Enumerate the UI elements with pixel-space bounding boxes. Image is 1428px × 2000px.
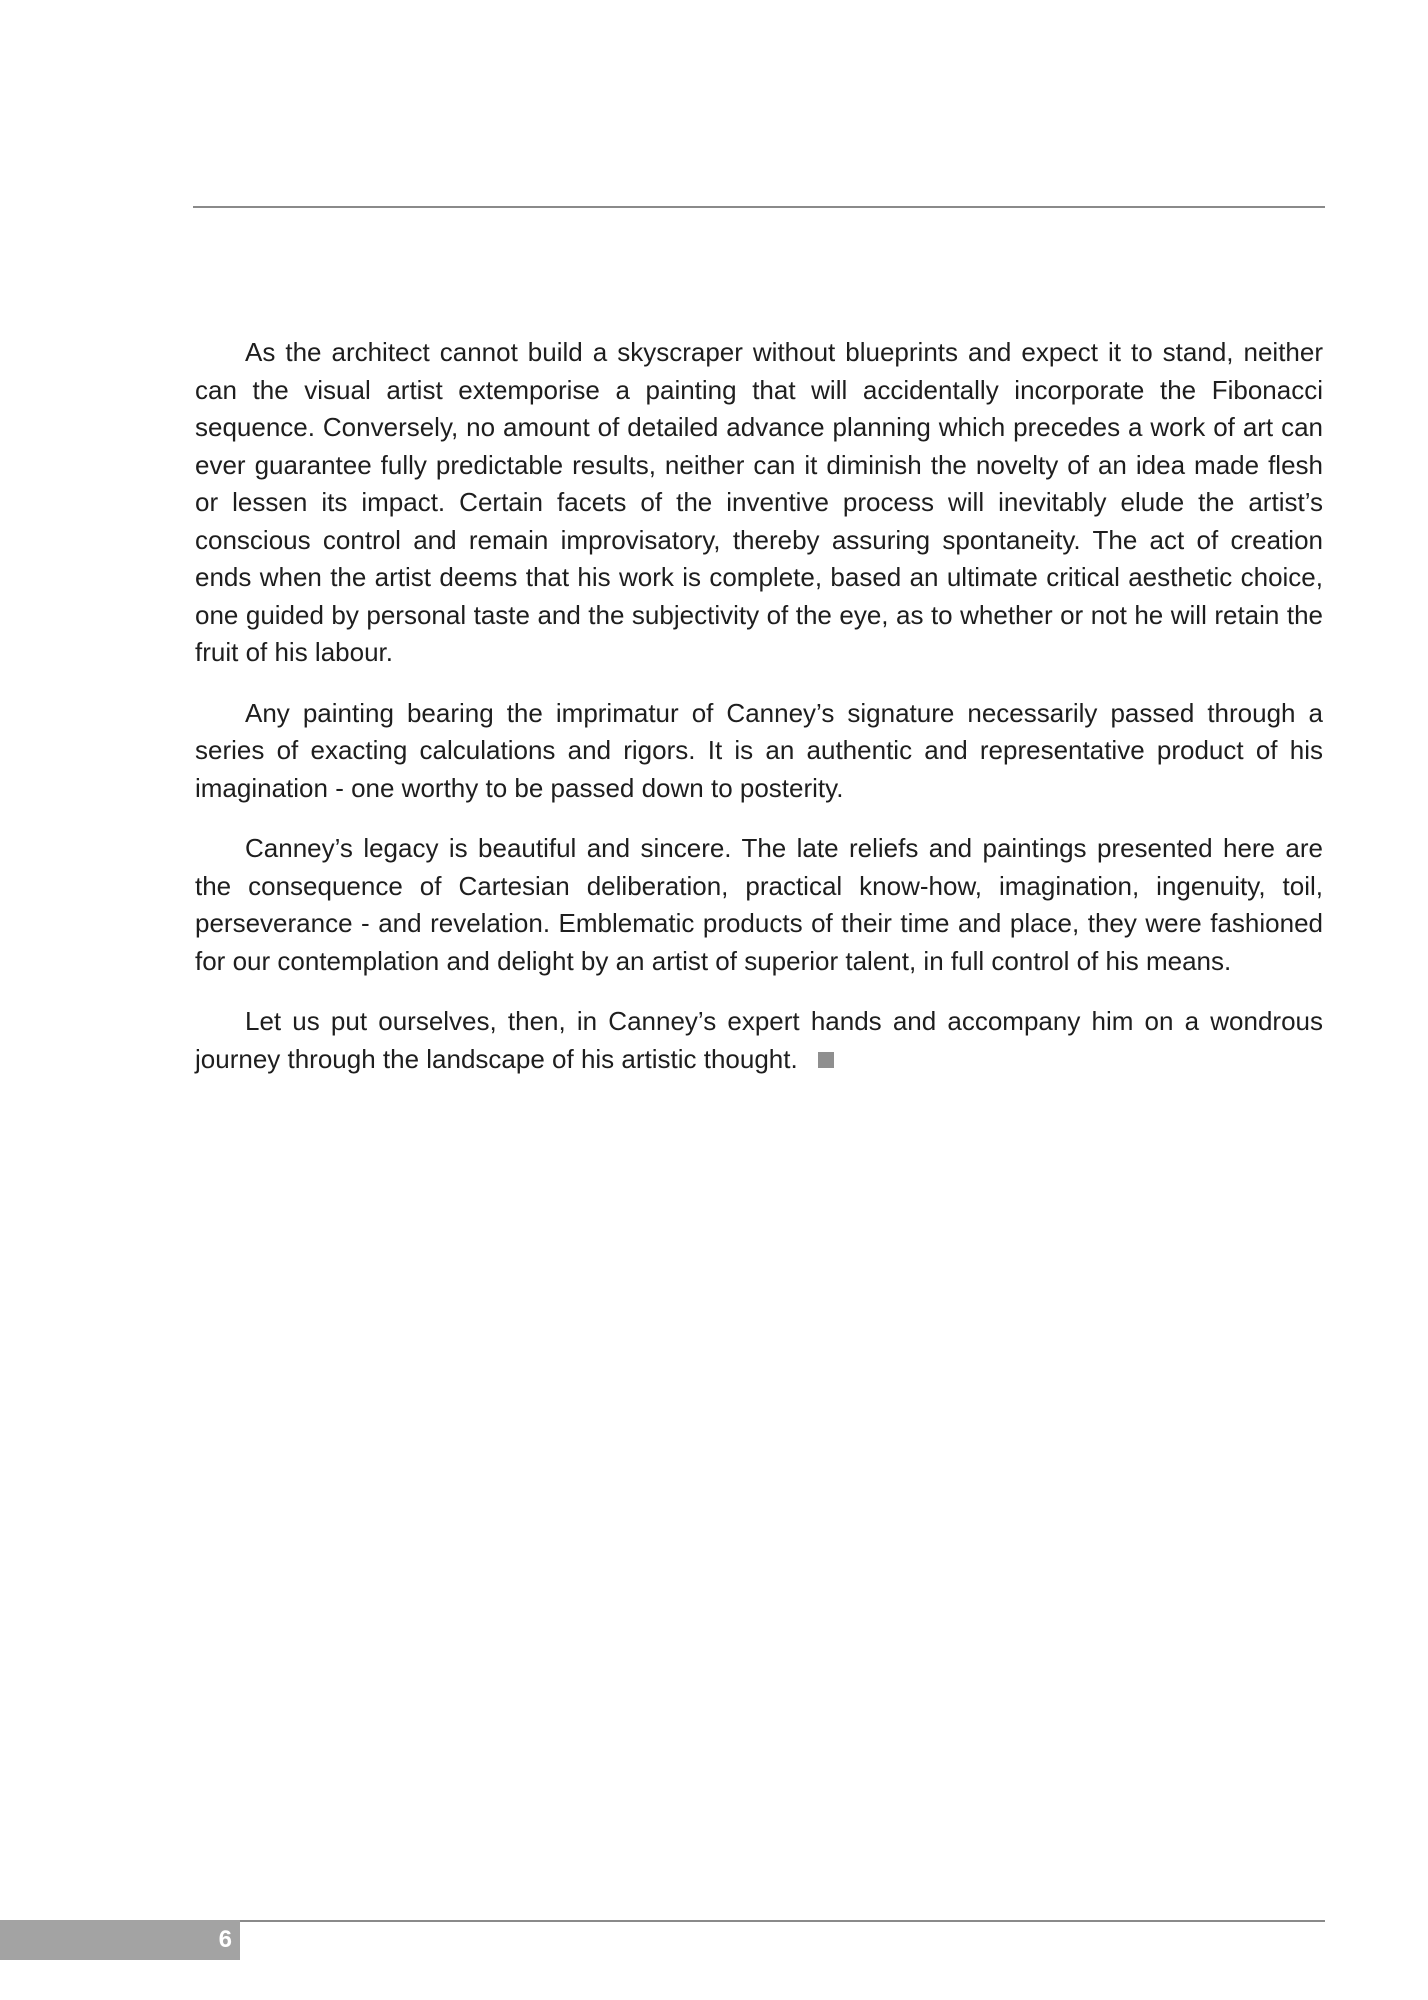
header-rule (193, 206, 1325, 208)
square-end-mark-icon (818, 1052, 834, 1068)
article-body (195, 334, 1323, 1101)
footer-rule (193, 1920, 1325, 1922)
paragraph-4 (195, 1003, 1323, 1078)
paragraph-1: As the architect cannot build a skyscraper without blueprints and expect it to stand, neither can the visual artist extemporise a painting that will accidentally incorporate the Fibonacci sequence. Conversely, no amount of detailed advance planning which precedes a work of art can ever guarantee fully predictable results, neither can it diminish the novelty of an idea made flesh or lessen its impact. Certain facets of the inventive process will inevitably elude the artist’s conscious control and remain improvisatory, thereby assuring spontaneity. The act of creation ends when the artist deems that his work is complete, based an ultimate critical aesthetic choice, one guided by personal taste and the subjectivity of the eye, as to whether or not he will retain the fruit of his labour. (195, 337, 1323, 667)
page-number: 6 (218, 1926, 232, 1953)
page-number-tab (0, 1920, 240, 1960)
paragraph-4-text: Let us put ourselves, then, in Canney’s expert hands and accompany him on a wondrous journey through the landscape of his artistic thought. (195, 1006, 1323, 1074)
paragraph-2: Any painting bearing the imprimatur of Canney’s signature necessarily passed through a series of exacting calculations and rigors. It is an authentic and representative product of his imagination - one worthy to be passed down to posterity. (195, 697, 1323, 803)
paragraph-3: Canney’s legacy is beautiful and sincere. The late reliefs and paintings presented here are the consequence of Cartesian deliberation, practical know-how, imagination, ingenuity, toil, perseverance - and revelation. Emblematic products of their time and place, they were fashioned for our contemplation and delight by an artist of superior talent, in full control of his means. (195, 833, 1323, 976)
